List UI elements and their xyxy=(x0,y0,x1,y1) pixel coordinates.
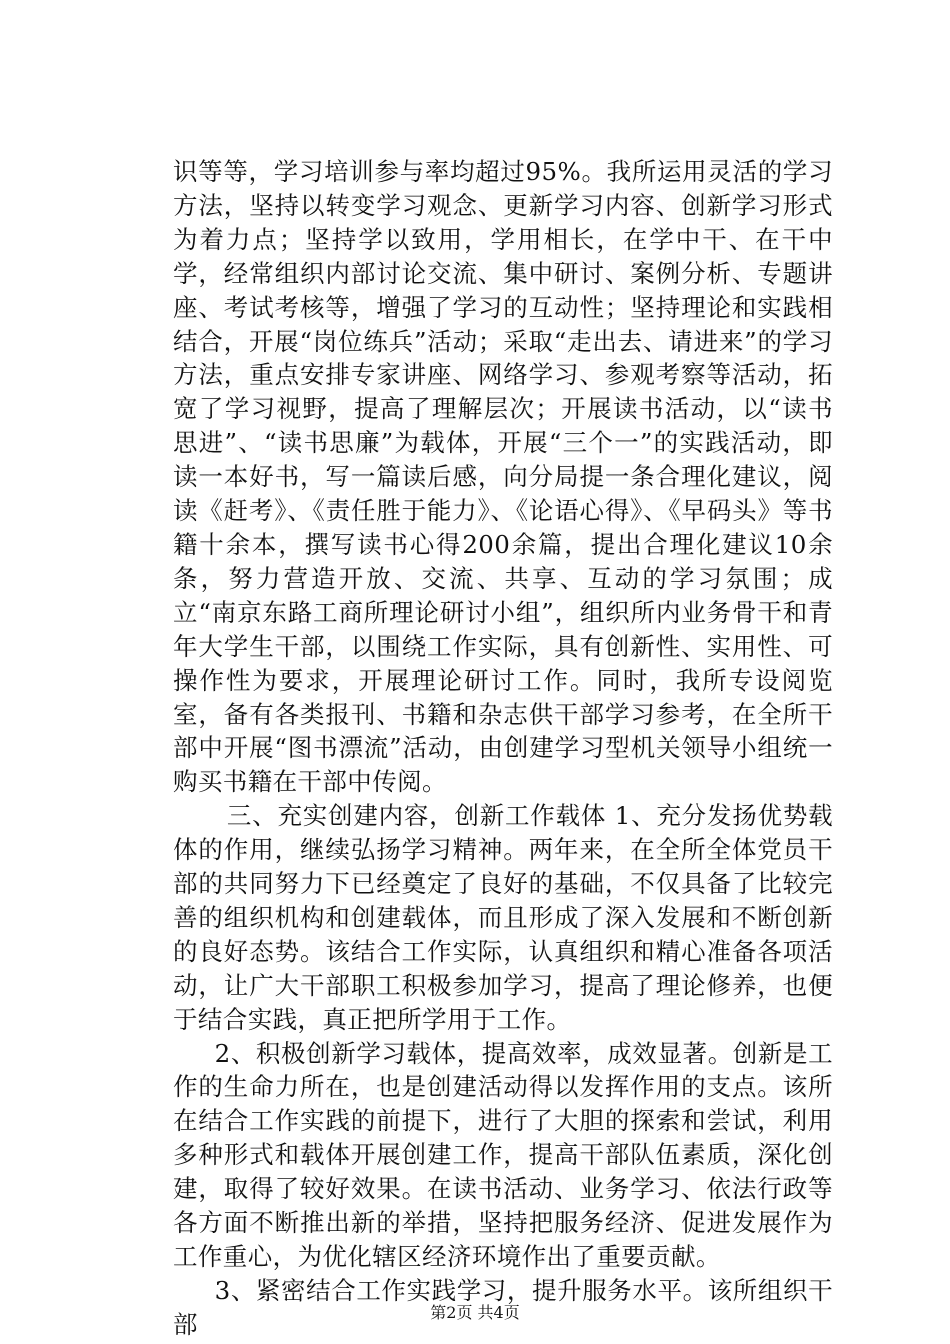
paragraph-item-three: 3、紧密结合工作实践学习，提升服务水平。该所组织干部 xyxy=(173,1275,833,1339)
document-body xyxy=(173,155,833,1342)
paragraph-section-three: 三、充实创建内容，创新工作载体 1、充分发扬优势载体的作用，继续弘扬学习精神。两年来，在全所全体党员干部的共同努力下已经奠定了良好的基础，不仅具备了比较完善的组织机构和创建载体，而且形成了深入发展和不断创新的良好态势。该结合工作实际，认真组织和精心准备各项活动，让广大干部职工积极参加学习，提高了理论修养，也便于结合实践，真正把所学用于工作。 xyxy=(173,801,833,1034)
page-footer xyxy=(0,1303,950,1323)
page-number-label: 第2页 共4页 xyxy=(430,1303,520,1322)
paragraph-study-methods: 识等等，学习培训参与率均超过95%。我所运用灵活的学习方法，坚持以转变学习观念、更新学习内容、创新学习形式为着力点；坚持学以致用，学用相长，在学中干、在干中学，经常组织内部讨论交流、集中研讨、案例分析、专题讲座、考试考核等，增强了学习的互动性；坚持理论和实践相结合，开展“岗位练兵”活动；采取“走出去、请进来”的学习方法，重点安排专家讲座、网络学习、参观考察等活动，拓宽了学习视野，提高了理解层次；开展读书活动，以“读书思进”、“读书思廉”为载体，开展“三个一”的实践活动，即读一本好书，写一篇读后感，向分局提一条合理化建议，阅读《赶考》、《责任胜于能力》、《论语心得》、《早码头》等书籍十余本，撰写读书心得200余篇，提出合理化建议10余条，努力营造开放、交流、共享、互动的学习氛围；成立“南京东路工商所理论研讨小组”，组织所内业务骨干和青年大学生干部，以围绕工作实际，具有创新性、实用性、可操作性为要求，开展理论研讨工作。同时，我所专设阅览室，备有各类报刊、书籍和杂志供干部学习参考，在全所干部中开展“图书漂流”活动，由创建学习型机关领导小组统一购买书籍在干部中传阅。 xyxy=(173,157,833,797)
paragraph-item-two: 2、积极创新学习载体，提高效率，成效显著。创新是工作的生命力所在，也是创建活动得以发挥作用的支点。该所在结合工作实践的前提下，进行了大胆的探索和尝试，利用多种形式和载体开展创建工作，提高干部队伍素质，深化创建，取得了较好效果。在读书活动、业务学习、依法行政等各方面不断推出新的举措，坚持把服务经济、促进发展作为工作重心，为优化辖区经济环境作出了重要贡献。 xyxy=(173,1038,833,1271)
